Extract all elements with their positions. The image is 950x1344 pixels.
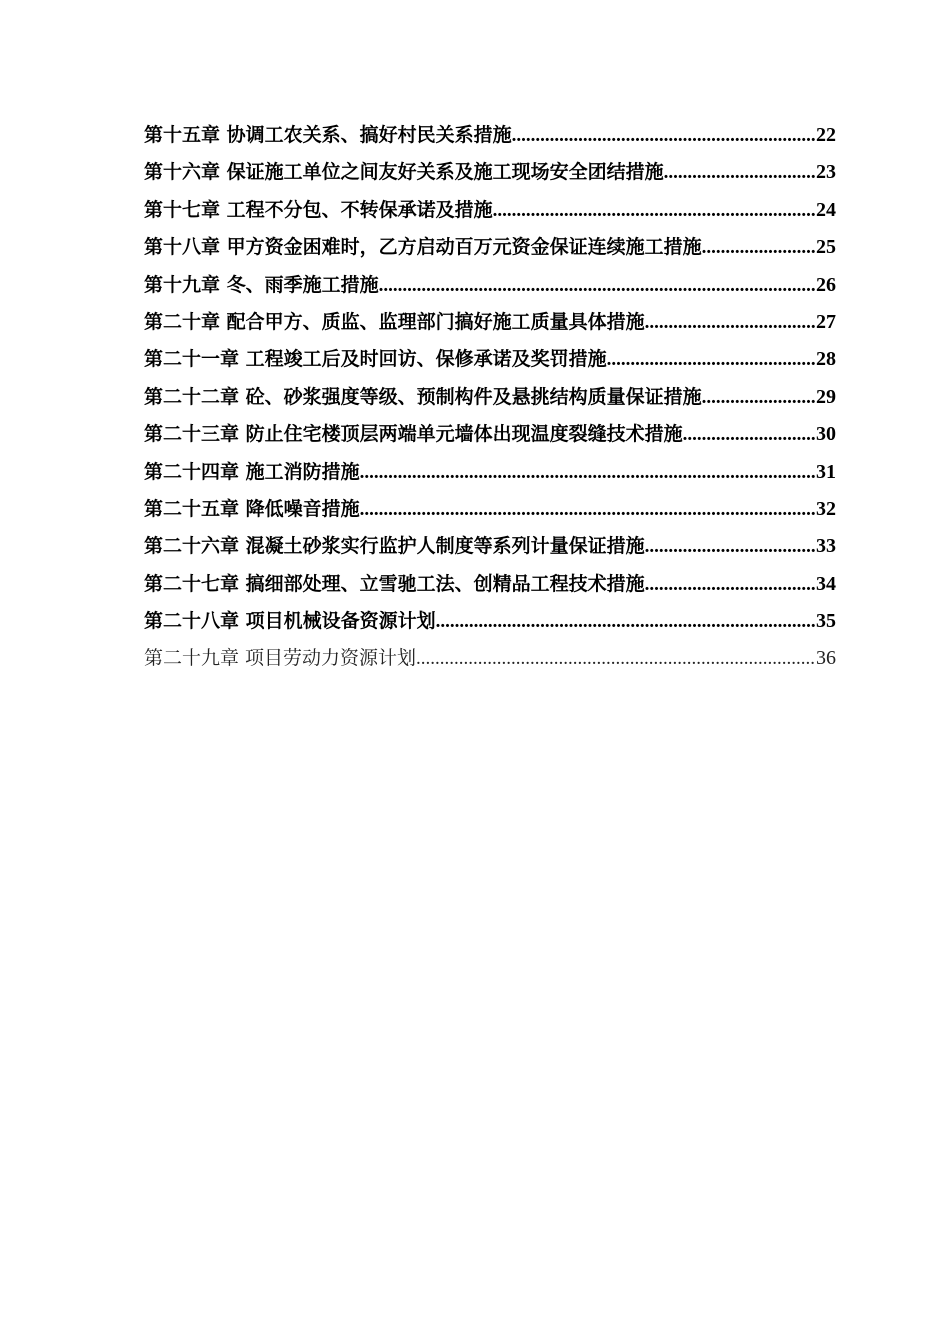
toc-entry[interactable] — [144, 416, 836, 453]
toc-entry-title: 第十七章 工程不分包、不转保承诺及措施 — [144, 198, 493, 221]
toc-entry-page: 31 — [816, 460, 836, 483]
toc-entry[interactable] — [144, 341, 836, 378]
toc-entry[interactable] — [144, 267, 836, 304]
toc-entry-title: 第二十三章 防止住宅楼顶层两端单元墙体出现温度裂缝技术措施 — [144, 423, 683, 446]
toc-entry[interactable] — [144, 304, 836, 341]
toc-leader-dots — [360, 491, 816, 528]
toc-leader-dots — [702, 229, 816, 266]
toc-entry-page: 26 — [816, 273, 836, 296]
toc-entry-title: 第十六章 保证施工单位之间友好关系及施工现场安全团结措施 — [144, 161, 664, 184]
toc-entry[interactable] — [144, 379, 836, 416]
toc-entry-title: 第二十六章 混凝土砂浆实行监护人制度等系列计量保证措施 — [144, 535, 645, 558]
toc-entry-page: 23 — [816, 161, 836, 184]
toc-entry-title: 第十九章 冬、雨季施工措施 — [144, 273, 379, 296]
toc-entry-page: 29 — [816, 385, 836, 408]
toc-entry-title: 第二十八章 项目机械设备资源计划 — [144, 610, 436, 633]
toc-entry-page: 32 — [816, 497, 836, 520]
toc-entry[interactable] — [144, 229, 836, 266]
toc-leader-dots — [493, 192, 816, 229]
toc-leader-dots — [416, 640, 816, 677]
toc-entry-page: 25 — [816, 236, 836, 259]
toc-leader-dots — [379, 267, 816, 304]
table-of-contents — [144, 117, 836, 678]
toc-entry-page: 24 — [816, 198, 836, 221]
toc-entry-title: 第十八章 甲方资金困难时，乙方启动百万元资金保证连续施工措施 — [144, 236, 702, 259]
toc-entry[interactable] — [144, 192, 836, 229]
toc-entry[interactable] — [144, 640, 836, 677]
toc-entry[interactable] — [144, 603, 836, 640]
toc-entry[interactable] — [144, 154, 836, 191]
toc-leader-dots — [436, 603, 816, 640]
toc-entry-title: 第二十一章 工程竣工后及时回访、保修承诺及奖罚措施 — [144, 348, 607, 371]
toc-leader-dots — [702, 379, 816, 416]
toc-entry-page: 36 — [816, 647, 836, 670]
toc-entry-title: 第二十章 配合甲方、质监、监理部门搞好施工质量具体措施 — [144, 310, 645, 333]
toc-leader-dots — [683, 416, 816, 453]
toc-entry-page: 28 — [816, 348, 836, 371]
toc-entry-page: 35 — [816, 610, 836, 633]
toc-entry[interactable] — [144, 454, 836, 491]
toc-leader-dots — [664, 154, 816, 191]
toc-entry-title: 第十五章 协调工农关系、搞好村民关系措施 — [144, 124, 512, 146]
toc-leader-dots — [512, 117, 816, 154]
toc-entry[interactable] — [144, 117, 836, 154]
toc-leader-dots — [645, 304, 816, 341]
toc-leader-dots — [645, 566, 816, 603]
toc-entry-page: 33 — [816, 535, 836, 558]
toc-entry-title: 第二十九章 项目劳动力资源计划 — [144, 647, 417, 670]
toc-leader-dots — [645, 528, 816, 565]
toc-entry[interactable] — [144, 528, 836, 565]
toc-entry-title: 第二十七章 搞细部处理、立雪驰工法、创精品工程技术措施 — [144, 572, 645, 595]
toc-entry-title: 第二十五章 降低噪音措施 — [144, 497, 360, 520]
toc-entry-title: 第二十四章 施工消防措施 — [144, 460, 360, 483]
toc-leader-dots — [607, 341, 816, 378]
toc-entry-page: 27 — [816, 310, 836, 333]
toc-entry-page: 30 — [816, 423, 836, 446]
toc-entry-page: 34 — [816, 572, 836, 595]
toc-entry-page: 22 — [816, 124, 836, 146]
toc-entry[interactable] — [144, 566, 836, 603]
toc-leader-dots — [360, 454, 816, 491]
toc-entry-title: 第二十二章 砼、砂浆强度等级、预制构件及悬挑结构质量保证措施 — [144, 385, 702, 408]
toc-entry[interactable] — [144, 491, 836, 528]
